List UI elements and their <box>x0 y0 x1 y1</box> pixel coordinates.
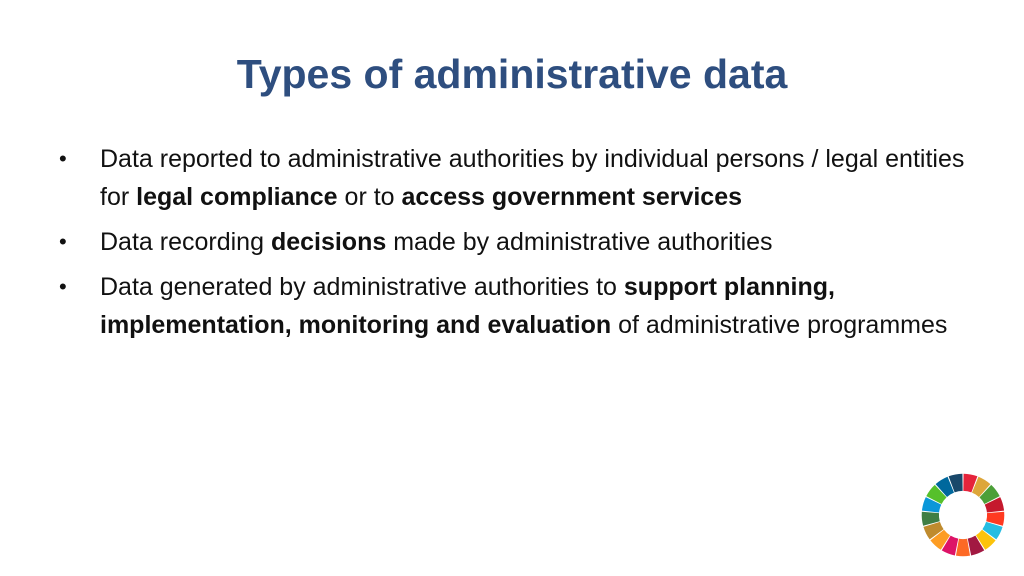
bullet-marker: • <box>59 229 67 254</box>
bullet-text: Data generated by administrative authorities to <box>100 273 624 301</box>
bullet-text: made by administrative authorities <box>386 228 773 256</box>
bullet-item <box>56 223 986 261</box>
bullet-emphasis: decisions <box>270 228 387 256</box>
bullet-item <box>56 268 986 344</box>
bullet-list <box>56 140 986 351</box>
slide-title: Types of administrative data <box>236 51 788 97</box>
bullet-marker: • <box>59 274 67 299</box>
bullet-marker: • <box>59 146 67 171</box>
bullet-text: or to <box>337 183 402 211</box>
bullet-item <box>56 140 986 216</box>
bullet-emphasis: access government services <box>401 183 743 211</box>
bullet-text: of administrative programmes <box>611 311 948 339</box>
sdg-wheel-segment <box>956 539 970 557</box>
bullet-emphasis: legal compliance <box>136 183 338 211</box>
sdg-wheel-icon <box>920 472 1006 558</box>
bullet-text: Data recording <box>100 228 271 256</box>
bullet-emphasis: support planning, implementation, monitoring and evaluation <box>100 273 835 339</box>
bullet-text: Data reported to administrative authorities by individual persons / legal entities for <box>100 145 965 211</box>
